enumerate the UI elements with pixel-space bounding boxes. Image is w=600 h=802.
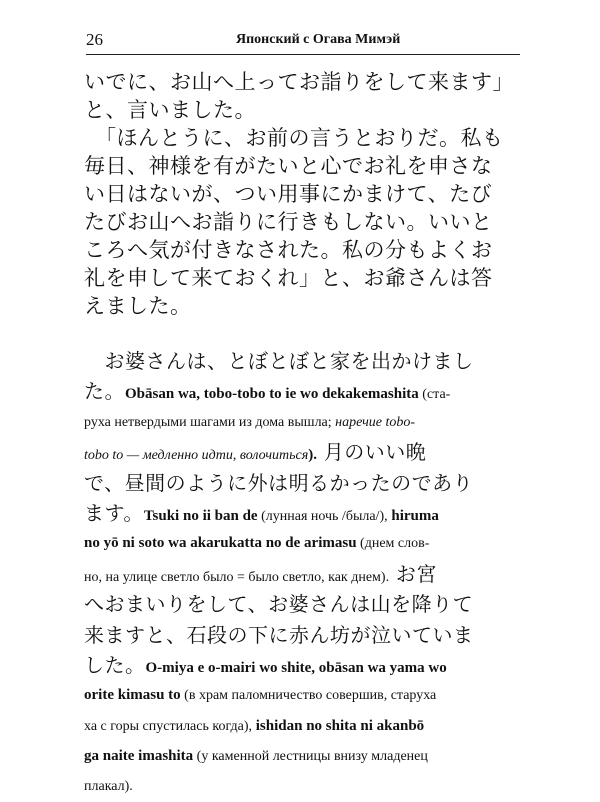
translation-text: (в храм паломничество совершив, старуха [180, 688, 437, 704]
translation-text: плакал). [84, 779, 133, 795]
japanese-text: ます。 [84, 500, 144, 525]
translation-text: руха нетвердыми шагами из дома вышла; [84, 414, 332, 430]
text-line [84, 346, 524, 376]
text-line [84, 650, 524, 680]
text-line [84, 620, 524, 650]
japanese-text: お婆さんは、とぼとぼと家を出かけまし [84, 349, 474, 373]
text-line [84, 437, 524, 467]
translation-text: (днем слов- [356, 536, 430, 552]
text-line [84, 680, 524, 710]
romaji-text: orite kimasu to [84, 687, 181, 704]
translation-text: (ста- [418, 387, 451, 403]
text-line [84, 559, 524, 589]
romaji-text: hiruma [387, 507, 439, 524]
page-header [86, 30, 522, 54]
translation-text: но, на улице светло было = было светло, как днем). [84, 569, 390, 585]
romaji-text: O-miya e o-mairi wo shite, obāsan wa yama wo [145, 659, 447, 676]
japanese-text: した。 [84, 652, 146, 677]
japanese-text: 月のいい晩 [316, 440, 427, 465]
romaji-text: no yō ni soto wa akarukatta no de arimasu [84, 535, 357, 552]
romaji-text: ga naite imashita [84, 748, 194, 765]
text-line [84, 589, 524, 619]
text-line: えました。 [84, 294, 192, 318]
text-line [84, 741, 524, 771]
japanese-text: 来ますと、石段の下に赤ん坊が泣いていま [84, 622, 474, 647]
text-line: と、言いました。 [84, 98, 256, 122]
page-number: 26 [86, 30, 103, 49]
romaji-text: ishidan no shita ni akanbō [252, 717, 425, 734]
text-line: 礼を申して来ておくれ」と、お爺さんは答 [84, 266, 493, 290]
text-line: い日はないが、つい用事にかまけて、たび [84, 182, 493, 206]
japanese-text: お宮 [389, 561, 437, 586]
japanese-text: た。 [84, 379, 125, 404]
translation-text: ха с горы спустилась когда), [84, 718, 253, 734]
japanese-text-block [84, 68, 524, 320]
translation-text: (лунная ночь /была/), [257, 508, 388, 524]
text-line [84, 711, 524, 741]
text-line: 「ほんとうに、お前の言うとおりだ。私も [84, 126, 504, 150]
romaji-text: Obāsan wa, tobo-tobo to ie wo dekakemashita [125, 386, 419, 403]
text-line [84, 407, 524, 437]
text-line [84, 376, 524, 406]
text-line: たびお山へお詣りに行きもしない。いいと [84, 210, 493, 234]
text-line [84, 771, 524, 801]
romaji-text: ). [308, 447, 317, 464]
romaji-text: Tsuki no ii ban de [143, 507, 258, 524]
translation-text: (у каменной лестницы внизу младенец [193, 749, 428, 765]
grammar-note: наречие tobo- [331, 414, 416, 430]
text-line: いでに、お山へ上ってお詣りをして来ます」 [84, 70, 514, 94]
text-line [84, 528, 524, 558]
japanese-text: で、昼間のように外は明るかったのであり [84, 470, 474, 495]
text-line [84, 468, 524, 498]
text-line [84, 498, 524, 528]
grammar-note: tobo to — медленно идти, волочиться [84, 448, 309, 464]
japanese-text: へおまいりをして、お婆さんは山を降りて [84, 592, 474, 617]
annotated-text-block [84, 346, 524, 802]
running-title: Японский с Огава Мимэй [236, 32, 401, 47]
header-rule [86, 54, 520, 55]
text-line: ころへ気が付きなされた。私の分もよくお [84, 238, 493, 262]
text-line: 毎日、神様を有がたいと心でお礼を申さな [84, 154, 493, 178]
